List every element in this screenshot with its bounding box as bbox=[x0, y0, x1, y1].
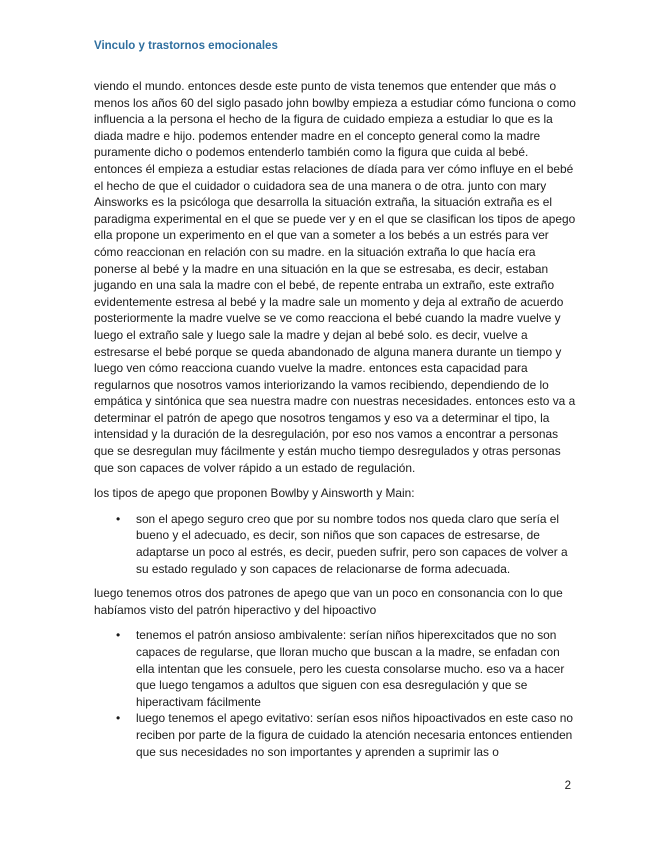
page-number: 2 bbox=[564, 780, 571, 792]
running-header: Vinculo y trastornos emocionales bbox=[94, 40, 278, 52]
attachment-list-2 bbox=[94, 627, 578, 760]
list-item-apego-seguro: • son el apego seguro creo que por su nombre todos nos queda claro que sería el bueno y el adecuado, es decir, son niños que son capaces de estresarse, de adaptarse un poco al estrés, es decir, pueden sufrir, pero son capaces de volver a su estado regulado y son capaces de relacionarse de forma adecuada. bbox=[136, 511, 578, 577]
list-item-ansioso-ambivalente: • tenemos el patrón ansioso ambivalente: serían niños hiperexcitados que no son capaces de regularse, que lloran mucho que buscan a la madre, se enfadan con ella intentan que les consuele, pero les cuesta consolarse mucho. eso va a hacer que luego tengamos a adultos que siguen con esa desregulación y que se hiperactivam fácilmente bbox=[136, 627, 578, 710]
paragraph-tipos-apego: los tipos de apego que proponen Bowlby y Ainsworth y Main: bbox=[94, 486, 415, 501]
paragraph-otros-patrones: luego tenemos otros dos patrones de apego que van un poco en consonancia con lo que habíamos visto del patrón hiperactivo y del hipoactivo bbox=[94, 586, 563, 617]
document-body bbox=[94, 78, 578, 768]
paragraph-situacion-extrana: viendo el mundo. entonces desde este punto de vista tenemos que entender que más o menos los años 60 del siglo pasado john bowlby empieza a estudiar cómo funciona o como influencia a la persona el hecho de la figura de cuidado empieza a estudiar lo que es la diada madre e hijo. podemos entender madre en el concepto general como la madre puramente dicho o podemos entenderlo también como la figura que cuida al bebé. entonces él empieza a estudiar estas relaciones de díada para ver cómo influye en el bebé el hecho de que el cuidador o cuidadora sea de una manera o de otra. junto con mary Ainsworks es la psicóloga que desarrolla la situación extraña, la situación extraña es el paradigma experimental en el que se puede ver y en el que se clasifican los tipos de apego ella propone un experimento en el que van a someter a los bebés a un estrés para ver cómo reaccionan en relación con su madre. en la situación extraña lo que hacía era ponerse al bebé y la madre en una situación en la que se estresaba, es decir, estaban jugando en una sala la madre con el bebé, de repente entraba un extraño, este extraño evidentemente estresa al bebé y la madre sale un momento y deja al extraño de acuerdo posteriormente la madre vuelve se ve como reacciona el bebé cuando la madre vuelve y luego el extraño sale y luego sale la madre y dejan al bebé solo. es decir, vuelve a estresarse el bebé porque se queda abandonado de alguna manera durante un tiempo y luego ven cómo reacciona cuando vuelve la madre. entonces esta capacidad para regularnos que nosotros vamos interiorizando la vamos recibiendo, dependiendo de lo empática y sintónica que sea nuestra madre con nuestras necesidades. entonces esto va a determinar el patrón de apego que nosotros tengamos y eso va a determinar el tipo, la intensidad y la duración de la desregulación, por eso nos vamos a encontrar a personas que se desregulan muy fácilmente y están mucho tiempo desregulados y otras personas que son capaces de volver rápido a un estado de regulación. bbox=[94, 79, 576, 475]
list-item-apego-evitativo: • luego tenemos el apego evitativo: serían esos niños hipoactivados en este caso no reciben por parte de la figura de cuidado la atención necesaria entonces entienden que sus necesidades no son importantes y aprenden a suprimir las o bbox=[136, 710, 578, 760]
attachment-list-1 bbox=[94, 511, 578, 577]
